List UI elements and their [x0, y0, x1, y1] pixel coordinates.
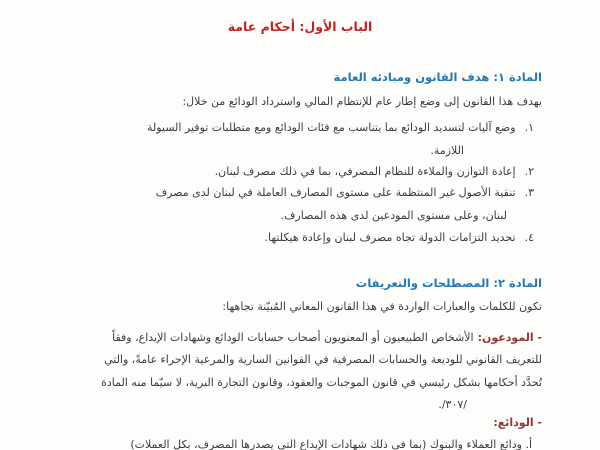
- list-item-4-number: ٤.: [524, 231, 534, 244]
- list-item-3: [58, 186, 542, 200]
- definition-depositors-line-2: للتعريف القانوني للوديعة والحسابات المصرفية في القوانين السارية والمرعية الإجراء عامةً، والتي: [104, 353, 542, 366]
- list-item-1-number: ١.: [524, 121, 534, 134]
- definition-depositors-line-3: تُحدَّد أحكامها بشكل رئيسي في قانون الموجبات والعقود، وقانون التجارة البرية، لا سيّما منه المادة: [101, 376, 542, 389]
- definition-term-deposits: - الودائع:: [493, 416, 542, 429]
- list-item-4: [58, 231, 542, 245]
- list-item-2: [58, 165, 542, 179]
- list-item-1-continuation: اللازمة.: [430, 144, 464, 157]
- definition-deposits-item-a-clipped: أ. ودائع العملاء والبنوك (بما في ذلك شهادات الإيداع التي يصدرها المصرف، بكل العملات): [130, 438, 532, 450]
- list-item-3-continuation: لبنان، وعلى مستوى المودعين لدى هذه المصارف.: [280, 209, 507, 222]
- list-item-2-text: إعادة التوازن والملاءة للنظام المصرفي، بما في ذلك مصرف لبنان.: [214, 165, 516, 178]
- list-item-4-text: تحديد التزامات الدولة تجاه مصرف لبنان وإعادة هيكلتها.: [264, 231, 516, 244]
- definition-deposits-term-line: [58, 416, 542, 430]
- list-item-3-text: تنقية الأصول غير المنتظمة على مستوى المصارف العاملة في لبنان لدى مصرف: [155, 186, 516, 199]
- definition-depositors-line-1: [58, 331, 542, 345]
- list-item-2-number: ٢.: [524, 165, 534, 178]
- chapter-title: الباب الأول: أحكام عامة: [227, 19, 373, 34]
- definition-depositors-text: الأشخاص الطبيعيون أو المعنويون أصحاب حسابات الودائع وشهادات الإيداع، وفقاً: [112, 331, 474, 344]
- list-item-1-text: وضع آليات لتسديد الودائع بما يتناسب مع فئات الودائع ومع متطلبات توفير السيولة: [146, 121, 516, 134]
- article-2-intro: تكون للكلمات والعبارات الواردة في هذا القانون المعاني المُبيّنة تجاهها:: [222, 300, 542, 313]
- list-item-1: [58, 121, 542, 135]
- list-item-3-number: ٣.: [524, 186, 534, 199]
- article-1-heading: المادة ١: هدف القانون ومبادئه العامة: [333, 70, 542, 84]
- article-2-heading: المادة ٢: المصطلحات والتعريفات: [355, 276, 542, 290]
- article-1-intro: يهدف هذا القانون إلى وضع إطار عام للإنتظام المالي واسترداد الودائع من خلال:: [182, 95, 542, 108]
- definition-term-depositors: - المودعون:: [477, 331, 542, 344]
- definition-depositors-article-ref: /٣٠٧/.: [438, 398, 467, 411]
